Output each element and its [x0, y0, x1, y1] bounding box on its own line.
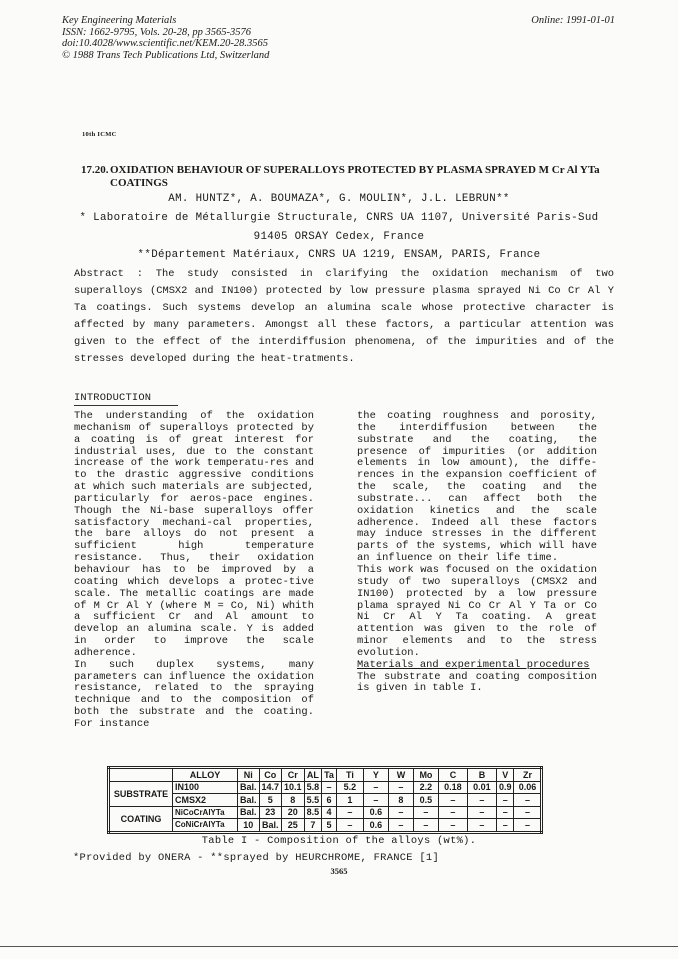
table-cell: 0.01: [467, 781, 496, 794]
column-header: ALLOY: [173, 768, 238, 782]
table-cell: –: [496, 794, 514, 807]
paper-title: [81, 164, 641, 189]
table-cell: –: [336, 819, 363, 833]
paragraph: the coating roughness and porosity, the interdiffusion between the substrate and the coating, the presence of impurities (or addition elements in low amount), the diffe-rences in the expansion coefficient of the scale, the coating and the substrate... can affect both the oxidation kinetics and the scale adherence. Indeed all these factors may induce stresses in the different parts of the systems, which will have an influence on their life time.: [357, 410, 597, 565]
table-cell: –: [438, 794, 467, 807]
composition-table: [107, 766, 543, 834]
table-cell: 0.9: [496, 781, 514, 794]
column-header: B: [467, 768, 496, 782]
affiliation-1: * Laboratoire de Métallurgie Structurale, CNRS UA 1107, Université Paris-Sud: [79, 212, 599, 224]
subsection-heading: Materials and experimental procedures: [357, 658, 590, 671]
column-header: Co: [259, 768, 282, 782]
column-header: Y: [363, 768, 388, 782]
journal-name: Key Engineering Materials: [62, 15, 177, 26]
table-header-row: [109, 768, 542, 782]
table-cell: –: [388, 781, 413, 794]
table-cell: 0.6: [363, 819, 388, 833]
copyright-line: © 1988 Trans Tech Publications Ltd, Switzerland: [62, 49, 270, 61]
table-cell: –: [413, 819, 438, 833]
table-cell: 5.5: [304, 794, 322, 807]
table-cell: 0.6: [363, 806, 388, 819]
paragraph: The substrate and coating composition is given in table I.: [357, 670, 597, 695]
online-date: Online: 1991-01-01: [531, 15, 615, 26]
table-caption: Table I - Composition of the alloys (wt%).: [201, 835, 477, 847]
table-cell: –: [496, 819, 514, 833]
right-column: [357, 411, 597, 695]
column-header: Zr: [514, 768, 542, 782]
table-row: [109, 806, 542, 819]
affiliation-3: **Département Matériaux, CNRS UA 1219, ENSAM, PARIS, France: [137, 249, 541, 261]
table-cell: 14.7: [259, 781, 282, 794]
alloy-name: NiCoCrAlYTa: [173, 806, 238, 819]
table-cell: –: [322, 781, 337, 794]
table-cell: –: [467, 794, 496, 807]
table-cell: 5.2: [336, 781, 363, 794]
paragraph: The understanding of the oxidation mechanism of superalloys protected by a coating is of great interest for industrial uses, due to the constant increase of the work temperatu-res and to the drastic aggressive conditions at which such materials are subjected, particularly for aeros-pace engines. Though the Ni-base superalloys offer satisfactory mechani-cal properties, the bare alloys do not present a sufficient high temperature resistance. Thus, their oxidation behaviour has to be improved by a coating which develops a protec-tive scale. The metallic coatings are made of M Cr Al Y (where M = Co, Ni) whith a sufficient Cr and Al amount to develop an alumina scale. Y is added in order to improve the scale adherence.: [74, 410, 314, 659]
running-head: 10th ICMC: [82, 131, 117, 138]
table-cell: –: [413, 806, 438, 819]
alloy-name: CoNiCrAlYTa: [173, 819, 238, 833]
table-row: [109, 819, 542, 833]
table-cell: –: [363, 781, 388, 794]
table-cell: 8: [282, 794, 305, 807]
table-cell: Bal.: [238, 794, 260, 807]
column-header: C: [438, 768, 467, 782]
table-cell: 5: [322, 819, 337, 833]
column-header: Ni: [238, 768, 260, 782]
table-cell: 2.2: [413, 781, 438, 794]
page-number: 3565: [330, 866, 348, 876]
alloy-name: IN100: [173, 781, 238, 794]
abstract: Abstract : The study consisted in clarifying the oxidation mechanism of two superalloys (CMSX2 and IN100) protected by low pressure plasma sprayed Ni Co Cr Al Y Ta coatings. Such systems develop an alumina scale whose protective character is affected by many parameters. Amongst all these factors, a particular attention was given to the effect of the interdiffusion phenomena, of the impurities and of the stresses developed during the heat-tratments.: [74, 268, 614, 365]
table-cell: –: [438, 806, 467, 819]
section-number: 17.20.: [81, 164, 109, 176]
table-cell: –: [388, 806, 413, 819]
title-line-2: COATINGS: [110, 176, 168, 189]
table-cell: –: [363, 794, 388, 807]
footnote: *Provided by ONERA - **sprayed by HEURCHROME, FRANCE [1]: [73, 852, 439, 864]
table-cell: –: [514, 806, 542, 819]
table-cell: 25: [282, 819, 305, 833]
title-line-1: OXIDATION BEHAVIOUR OF SUPERALLOYS PROTECTED BY PLASMA SPRAYED M Cr Al YTa: [110, 164, 600, 176]
bottom-rule: [0, 946, 678, 947]
table-cell: –: [467, 806, 496, 819]
table-cell: –: [514, 794, 542, 807]
table-cell: 0.5: [413, 794, 438, 807]
left-column: [74, 411, 314, 731]
table-cell: –: [496, 806, 514, 819]
table-cell: –: [336, 806, 363, 819]
table-row: [109, 781, 542, 794]
heading-underline: [74, 405, 178, 406]
table-cell: 10.1: [282, 781, 305, 794]
table-cell: 0.06: [514, 781, 542, 794]
authors: AM. HUNTZ*, A. BOUMAZA*, G. MOULIN*, J.L. LEBRUN**: [168, 193, 510, 205]
table-cell: Bal.: [238, 781, 260, 794]
column-header: AL: [304, 768, 322, 782]
table-cell: Bal.: [259, 819, 282, 833]
table-cell: 6: [322, 794, 337, 807]
doi-line[interactable]: doi:10.4028/www.scientific.net/KEM.20-28.3565: [62, 38, 268, 50]
column-header: Ta: [322, 768, 337, 782]
table-cell: 20: [282, 806, 305, 819]
group-label: COATING: [109, 806, 173, 832]
table-cell: Bal.: [238, 806, 260, 819]
column-header: W: [388, 768, 413, 782]
column-header: Cr: [282, 768, 305, 782]
table-cell: 4: [322, 806, 337, 819]
table-cell: 8.5: [304, 806, 322, 819]
table-cell: 5: [259, 794, 282, 807]
table-cell: 10: [238, 819, 260, 833]
column-header: Mo: [413, 768, 438, 782]
table-corner-cell: [109, 768, 173, 782]
table-cell: 0.18: [438, 781, 467, 794]
alloy-name: CMSX2: [173, 794, 238, 807]
column-header: Ti: [336, 768, 363, 782]
table-cell: 7: [304, 819, 322, 833]
table-cell: 1: [336, 794, 363, 807]
section-heading: INTRODUCTION: [74, 392, 152, 404]
table-cell: –: [514, 819, 542, 833]
table-cell: 5.8: [304, 781, 322, 794]
publication-info: [62, 15, 269, 61]
paragraph: In such duplex systems, many parameters can influence the oxidation resistance, related to the spraying technique and to the composition of both the substrate and the coating. For instance: [74, 658, 314, 730]
table-cell: –: [388, 819, 413, 833]
group-label: SUBSTRATE: [109, 781, 173, 806]
table-row: [109, 794, 542, 807]
table-cell: –: [438, 819, 467, 833]
table-cell: 8: [388, 794, 413, 807]
affiliation-2: 91405 ORSAY Cedex, France: [253, 231, 425, 243]
column-header: V: [496, 768, 514, 782]
table-cell: –: [467, 819, 496, 833]
paragraph: This work was focused on the oxidation study of two superalloys (CMSX2 and IN100) protected by a low pressure plama sprayed Ni Co Cr Al Y Ta or Co Ni Cr Al Y Ta coating. A great attention was given to the role of minor elements and to the stress evolution.: [357, 563, 597, 659]
table-cell: 23: [259, 806, 282, 819]
issn-line: ISSN: 1662-9795, Vols. 20-28, pp 3565-3576: [62, 26, 251, 38]
